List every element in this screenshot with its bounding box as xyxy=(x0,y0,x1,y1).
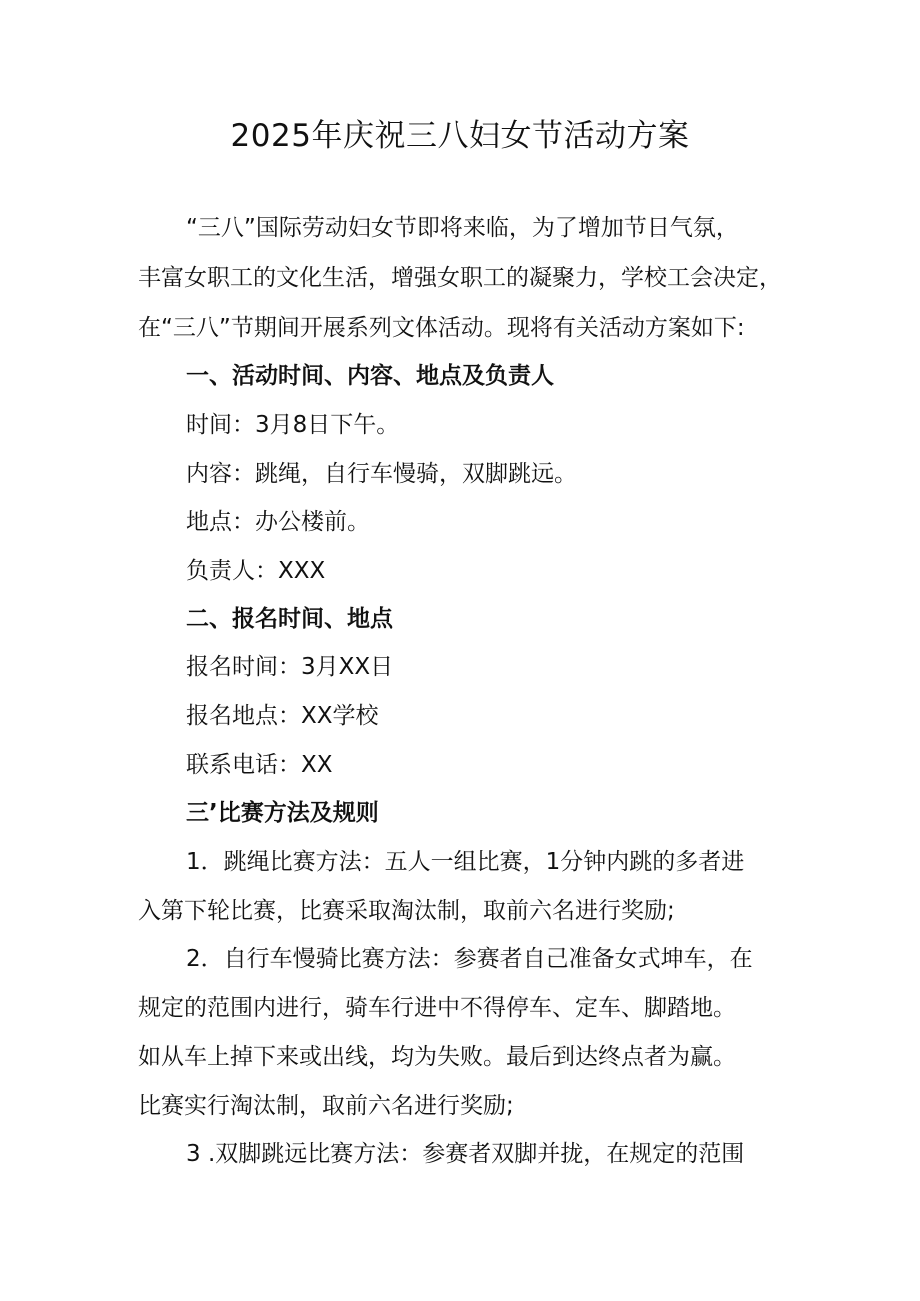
document-title: 2025年庆祝三八妇女节活动方案 xyxy=(230,118,690,154)
intro-line-3: 在“三八”节期间开展系列文体活动。现将有关活动方案如下: xyxy=(138,315,745,341)
section-2-time: 报名时间：3月XX日 xyxy=(186,654,394,680)
rule-1-line-2: 入第下轮比赛，比赛采取淘汰制，取前六名进行奖励; xyxy=(138,898,675,924)
section-2-heading: 二、报名时间、地点 xyxy=(186,606,393,632)
section-1-place: 地点：办公楼前。 xyxy=(186,509,370,535)
section-1-content: 内容：跳绳，自行车慢骑，双脚跳远。 xyxy=(186,461,577,487)
intro-line-1: “三八”国际劳动妇女节即将来临，为了增加节日气氛， xyxy=(186,215,739,241)
rule-3-line-1: 3 .双脚跳远比赛方法：参赛者双脚并拢，在规定的范围 xyxy=(186,1141,745,1167)
rule-2-line-3: 如从车上掉下来或出线，均为失败。最后到达终点者为赢。 xyxy=(138,1044,736,1070)
section-3-heading: 三’比赛方法及规则 xyxy=(186,800,379,826)
rule-2-line-2: 规定的范围内进行，骑车行进中不得停车、定车、脚踏地。 xyxy=(138,995,736,1021)
section-2-place: 报名地点：XX学校 xyxy=(186,703,379,729)
rule-2-line-4: 比赛实行淘汰制，取前六名进行奖励; xyxy=(138,1093,514,1119)
section-1-heading: 一、活动时间、内容、地点及负责人 xyxy=(186,363,554,389)
rule-1-line-1: 1．跳绳比赛方法：五人一组比赛，1分钟内跳的多者进 xyxy=(186,849,745,875)
section-2-phone: 联系电话：XX xyxy=(186,752,333,778)
section-1-time: 时间：3月8日下午。 xyxy=(186,412,400,438)
rule-2-line-1: 2．自行车慢骑比赛方法：参赛者自己准备女式坤车，在 xyxy=(186,946,753,972)
intro-line-2: 丰富女职工的文化生活，增强女职工的凝聚力，学校工会决定， xyxy=(138,265,782,291)
section-1-owner: 负责人：XXX xyxy=(186,558,326,584)
